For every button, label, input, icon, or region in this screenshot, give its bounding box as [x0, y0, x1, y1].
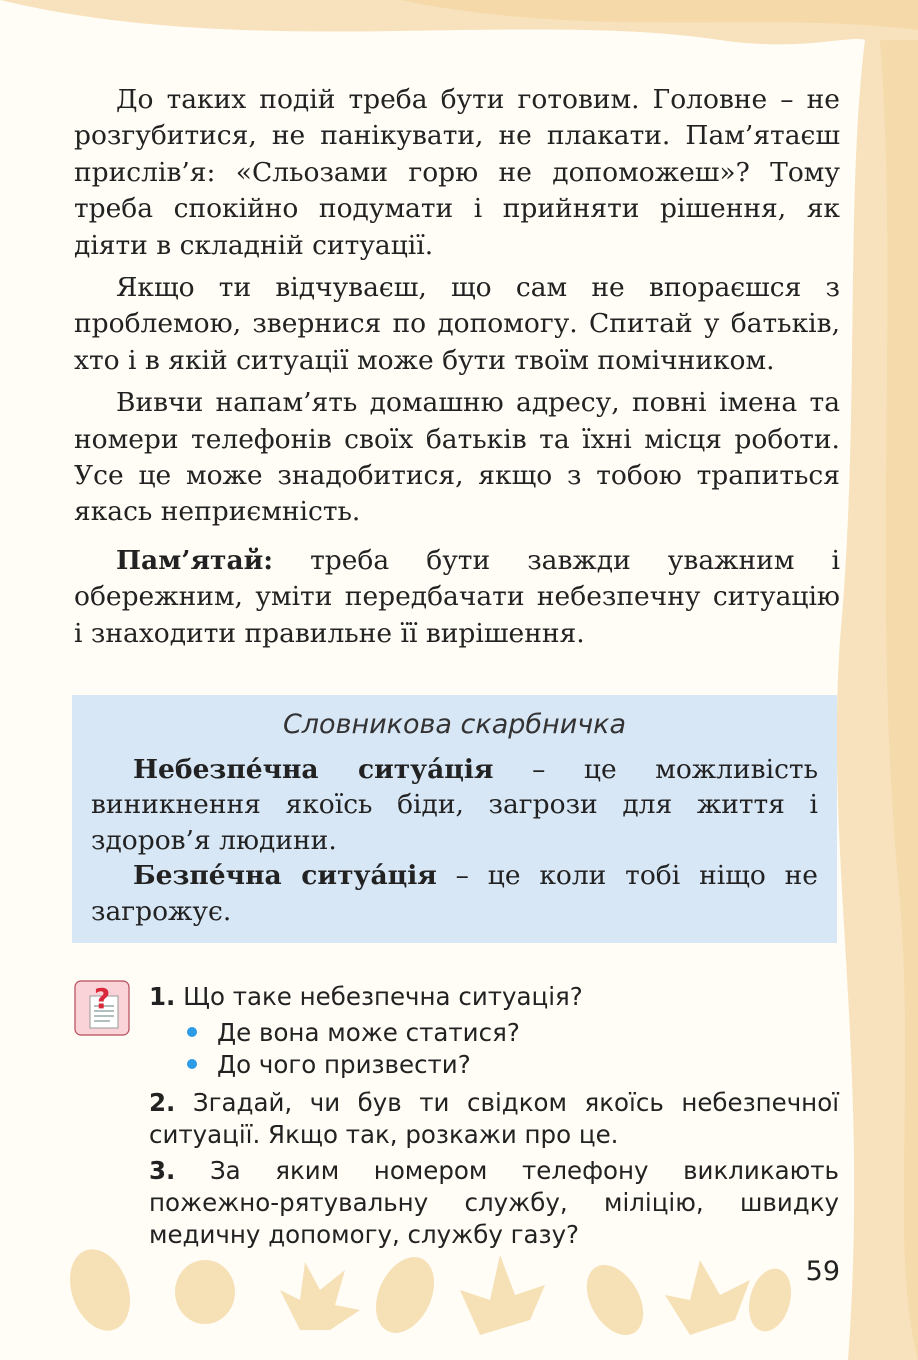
question-text: Згадай, чи був ти свідком якоїсь небезпечної ситуації. Якщо так, розкажи про це. — [149, 1088, 839, 1149]
question-text: За яким номером телефону викликають пожежно-рятувальну службу, міліцію, швидку медичну допомогу, службу газу? — [149, 1156, 839, 1249]
paragraph-2: Якщо ти відчуваєш, що сам не впораєшся з проблемою, звернися по допомогу. Спитай у батьків, хто і в якій ситуації може бути твоїм помічником. — [74, 272, 840, 376]
question-3 — [149, 1155, 839, 1251]
main-text — [74, 82, 840, 658]
remember-text: треба бути завжди уважним і обережним, уміти передбачати небезпечну ситуацію і знаходити правильне її вирішення. — [74, 544, 840, 649]
question-1 — [149, 981, 839, 1013]
page-number: 59 — [805, 1256, 840, 1287]
paragraph-3: Вивчи напам’ять домашню адресу, повні імена та номери телефонів своїх батьків та їхні місця роботи. Усе це може знадобитися, якщо з тобою трапиться якась неприємність. — [74, 387, 840, 528]
vocabulary-entry-safe — [91, 858, 818, 929]
questions-list — [149, 981, 839, 1255]
question-text: Що таке небезпечна ситуація? — [175, 982, 583, 1011]
paragraph-1: До таких подій треба бути готовим. Головне – не розгубитися, не панікувати, не плакати. Пам’ятаєш прислів’я: «Сльозами горю не допоможеш»? Тому треба спокійно подумати і прийняти рішення, як діяти в складній ситуації. — [74, 84, 840, 261]
vocabulary-entry-danger — [91, 752, 818, 858]
question-number: 2. — [149, 1088, 176, 1117]
bullet-text: До чого призвести? — [217, 1050, 471, 1079]
question-1-bullet — [149, 1017, 839, 1049]
vocabulary-title: Словникова скарбничка — [282, 709, 627, 740]
question-1-bullet — [149, 1049, 839, 1081]
bullet-icon — [187, 1059, 197, 1069]
vocabulary-term: Небезпе́чна ситуа́ція — [133, 754, 494, 785]
question-number: 1. — [149, 982, 176, 1011]
question-2 — [149, 1087, 839, 1151]
question-number: 3. — [149, 1156, 176, 1185]
question-mark-icon — [74, 980, 130, 1036]
bullet-text: Де вона може статися? — [217, 1018, 520, 1047]
remember-label: Пам’ятай: — [116, 544, 274, 576]
bullet-icon — [187, 1027, 197, 1037]
vocabulary-box — [72, 695, 837, 943]
vocabulary-definition: – це коли тобі ніщо не загрожує. — [91, 860, 818, 927]
svg-text:?: ? — [94, 982, 111, 1015]
vocabulary-definition: – це можливість виникнення якоїсь біди, загрози для життя і здоров’я людини. — [91, 754, 818, 856]
vocabulary-term: Безпе́чна ситуа́ція — [133, 860, 437, 892]
remember-note — [74, 543, 840, 652]
